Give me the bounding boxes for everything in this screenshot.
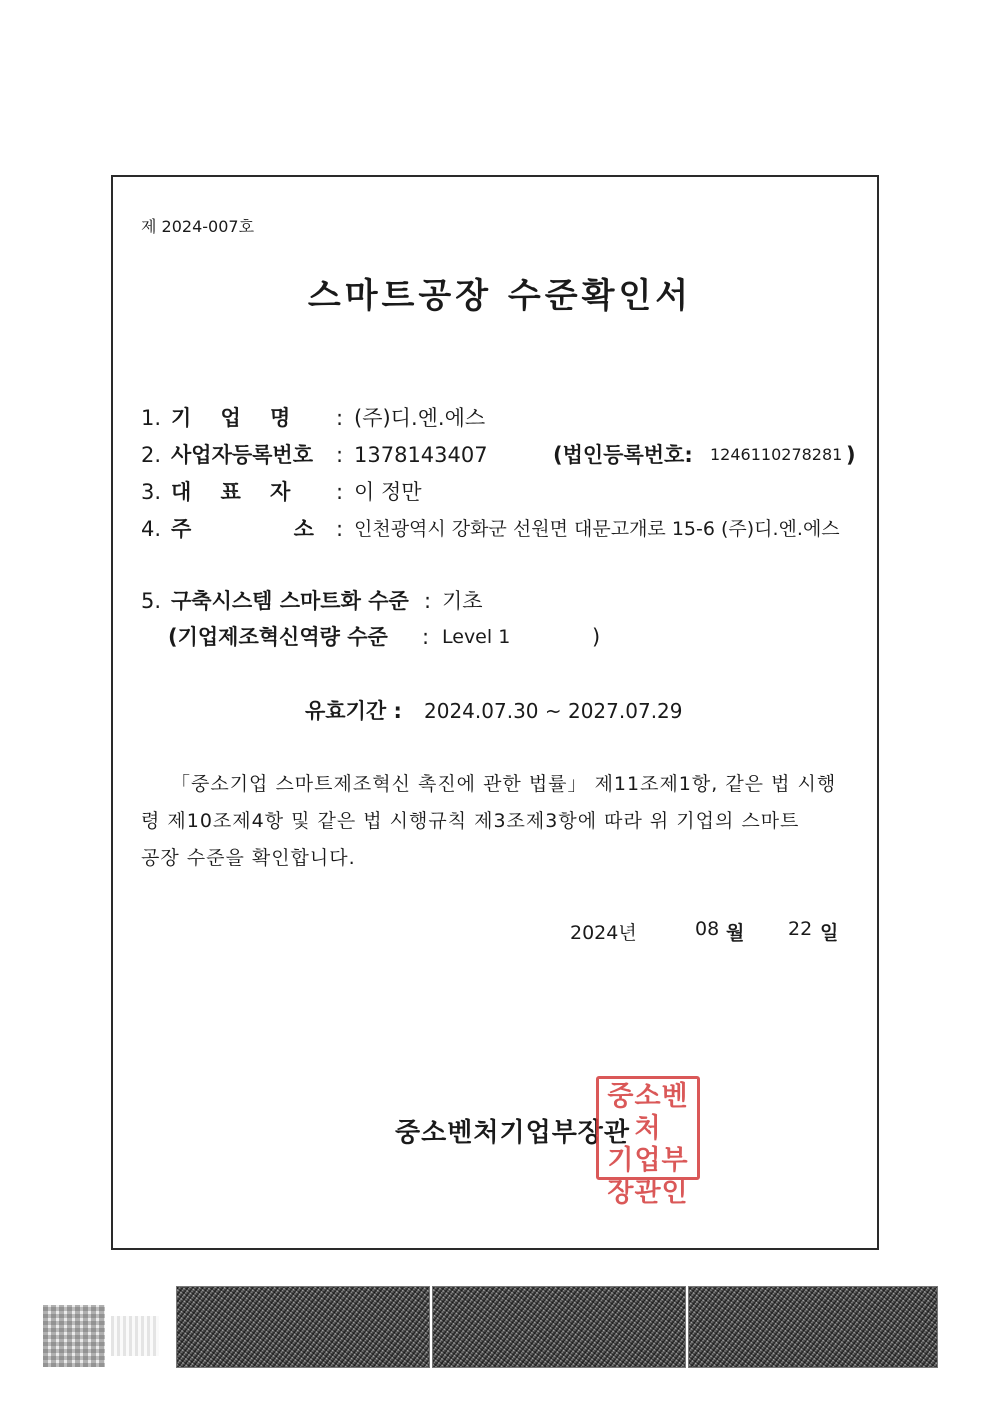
faint-code-mark [111, 1316, 159, 1356]
field-number: 1. [141, 406, 162, 430]
field-colon: : [336, 406, 344, 430]
field-row-representative [0, 477, 1000, 507]
field-label-representative: 대 표 자 [171, 480, 291, 504]
field-label-address: 주 소 [171, 517, 314, 541]
field-value-business-number: 1378143407 [354, 443, 488, 467]
field-value-representative: 이 정만 [354, 480, 422, 504]
security-barcode-3 [688, 1286, 938, 1368]
issue-month: 08 [695, 918, 720, 940]
field-colon: : [336, 517, 344, 541]
field-value-company: (주)디.엔.에스 [354, 406, 486, 430]
field-label-smart-level: 구축시스템 스마트화 수준 [171, 589, 409, 613]
field-value-address: 인천광역시 강화군 선원면 대문고개로 15-6 (주)디.엔.에스 [354, 518, 840, 540]
field-row-innovation-level [0, 622, 1000, 652]
field-number: 4. [141, 517, 162, 541]
certification-statement [141, 766, 861, 877]
field-number: 3. [141, 480, 162, 504]
field-row-business-number [0, 440, 1000, 470]
statement-line: 령 제10조제4항 및 같은 법 시행규칙 제3조제3항에 따라 위 기업의 스마트 [141, 810, 800, 832]
field-row-company [0, 403, 1000, 433]
issue-day: 22 [788, 918, 813, 940]
seal-line: 중소벤처 [607, 1081, 689, 1144]
official-seal [596, 1076, 700, 1208]
statement-line: 공장 수준을 확인합니다. [141, 847, 356, 869]
field-row-address [0, 514, 1000, 544]
field-colon: : [336, 480, 344, 504]
validity-row [0, 696, 1000, 726]
corp-reg-label: (법인등록번호: [553, 443, 693, 467]
issuer-name: 중소벤처기업부장관 [395, 1118, 631, 1148]
field-label-company: 기 업 명 [171, 406, 291, 430]
seal-line: 장관인 [607, 1177, 689, 1208]
field-colon: : [422, 625, 430, 649]
corp-reg-close: ) [846, 443, 856, 467]
field-row-smart-level [0, 586, 1000, 616]
qr-code [43, 1305, 105, 1367]
field-value-smart-level: 기초 [442, 589, 483, 613]
security-barcode-1 [176, 1286, 430, 1368]
corp-reg-value: 1246110278281 [710, 445, 843, 464]
issue-day-unit: 일 [820, 922, 839, 944]
document-title: 스마트공장 수준확인서 [307, 276, 693, 316]
issue-year: 2024년 [570, 922, 637, 944]
issue-month-unit: 월 [726, 922, 745, 944]
statement-line: 「중소기업 스마트제조혁신 촉진에 관한 법률」 제11조제1항, 같은 법 시행 [171, 773, 837, 795]
field-value-innovation-level: Level 1 [442, 626, 511, 648]
security-barcode-2 [432, 1286, 686, 1368]
validity-value: 2024.07.30 ~ 2027.07.29 [424, 699, 683, 723]
field-label-business-number: 사업자등록번호 [171, 443, 314, 467]
field-number: 5. [141, 589, 162, 613]
seal-line: 기업부 [607, 1145, 689, 1176]
validity-label: 유효기간 : [305, 699, 402, 723]
field-number: 2. [141, 443, 162, 467]
document-number: 제 2024-007호 [141, 217, 255, 236]
field-colon: : [424, 589, 432, 613]
field-label-innovation-level: (기업제조혁신역량 수준 [168, 625, 388, 649]
innovation-level-close: ) [592, 625, 601, 649]
field-colon: : [336, 443, 344, 467]
